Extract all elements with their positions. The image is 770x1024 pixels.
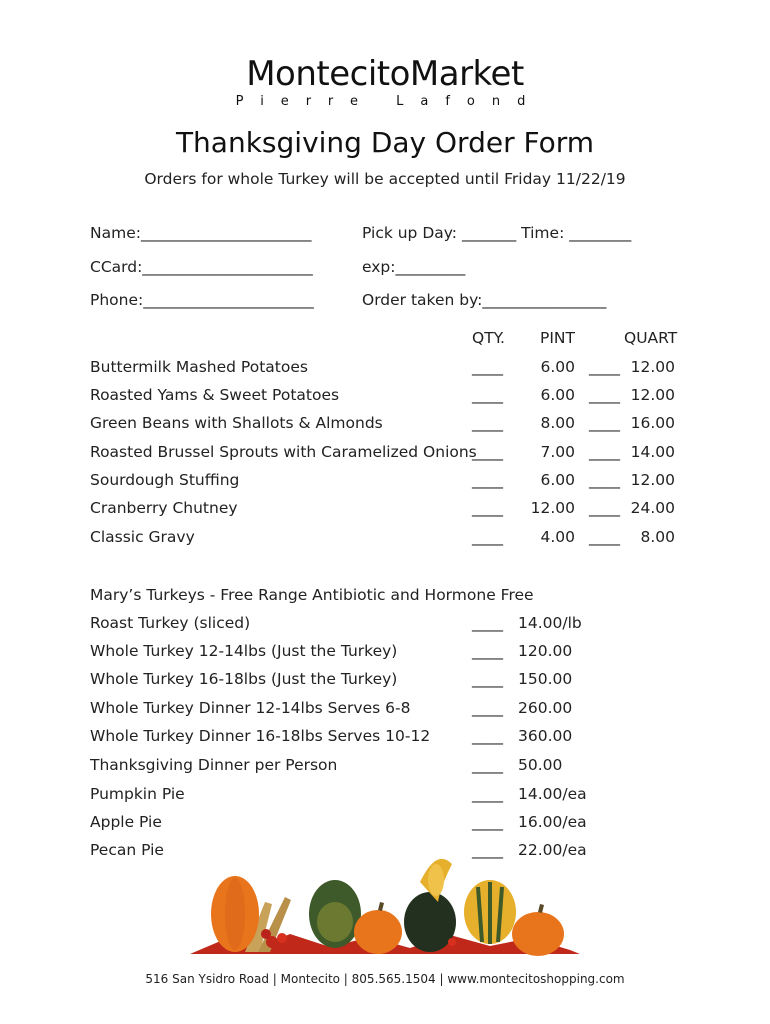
side-item-name: Cranberry Chutney (90, 499, 238, 517)
turkey-item-name: Whole Turkey 12-14lbs (Just the Turkey) (90, 642, 398, 660)
phone-field[interactable]: Phone:______________________ (90, 291, 314, 309)
side-item-qty[interactable]: ____ (472, 386, 503, 404)
side-item-name: Buttermilk Mashed Potatoes (90, 358, 308, 376)
turkey-item-qty[interactable]: ____ (472, 756, 503, 774)
side-item-quart-blank[interactable]: ____ (589, 358, 620, 376)
turkey-item-qty[interactable]: ____ (472, 727, 503, 745)
side-item-pint-price: 6.00 (540, 358, 575, 376)
turkey-item-name: Roast Turkey (sliced) (90, 614, 251, 632)
side-item-quart-price: 12.00 (630, 358, 675, 376)
side-item-quart-blank[interactable]: ____ (589, 499, 620, 517)
side-item-name: Classic Gravy (90, 528, 195, 546)
turkey-item-qty[interactable]: ____ (472, 670, 503, 688)
turkey-item-qty[interactable]: ____ (472, 699, 503, 717)
column-header-quart: QUART (624, 329, 678, 347)
side-item-quart-price: 24.00 (630, 499, 675, 517)
turkey-item-name: Pecan Pie (90, 841, 164, 859)
side-item-pint-price: 8.00 (540, 414, 575, 432)
turkey-item-price: 14.00/ea (518, 785, 587, 803)
turkey-item-price: 120.00 (518, 642, 573, 660)
page-subtitle: Orders for whole Turkey will be accepted until Friday 11/22/19 (144, 170, 626, 188)
pickup-field[interactable]: Pick up Day: _______ Time: ________ (362, 224, 632, 242)
side-item-qty[interactable]: ____ (472, 528, 503, 546)
side-item-quart-price: 12.00 (630, 471, 675, 489)
side-item-pint-price: 6.00 (540, 386, 575, 404)
page-title: Thanksgiving Day Order Form (175, 126, 595, 159)
side-item-name: Roasted Brussel Sprouts with Caramelized Onions (90, 443, 477, 461)
side-item-quart-price: 8.00 (640, 528, 675, 546)
side-item-pint-price: 4.00 (540, 528, 575, 546)
turkey-item-name: Thanksgiving Dinner per Person (90, 756, 338, 774)
turkey-item-qty[interactable]: ____ (472, 614, 503, 632)
logo-sub: Pierre Lafond (235, 94, 543, 109)
order-taken-field[interactable]: Order taken by:________________ (362, 291, 607, 309)
turkey-item-qty[interactable]: ____ (472, 785, 503, 803)
turkey-item-name: Whole Turkey Dinner 16-18lbs Serves 10-12 (90, 727, 431, 745)
side-item-quart-price: 12.00 (630, 386, 675, 404)
side-item-qty[interactable]: ____ (472, 499, 503, 517)
side-item-pint-price: 12.00 (530, 499, 575, 517)
turkey-item-qty[interactable]: ____ (472, 841, 503, 859)
column-header-pint: PINT (540, 329, 575, 347)
side-item-quart-blank[interactable]: ____ (589, 443, 620, 461)
side-item-qty[interactable]: ____ (472, 414, 503, 432)
turkey-item-price: 50.00 (518, 756, 563, 774)
side-item-name: Sourdough Stuffing (90, 471, 240, 489)
ccard-field[interactable]: CCard:______________________ (90, 258, 313, 276)
turkey-heading: Mary’s Turkeys - Free Range Antibiotic and Hormone Free (90, 586, 534, 604)
turkey-item-price: 360.00 (518, 727, 573, 745)
harvest-decoration-image (190, 842, 580, 962)
side-item-name: Green Beans with Shallots & Almonds (90, 414, 383, 432)
side-item-pint-price: 7.00 (540, 443, 575, 461)
name-field[interactable]: Name:______________________ (90, 224, 312, 242)
footer-address: 516 San Ysidro Road | Montecito | 805.565.1504 | www.montecitoshopping.com (145, 972, 625, 986)
column-header-qty: QTY. (472, 329, 505, 347)
turkey-item-name: Apple Pie (90, 813, 162, 831)
side-item-quart-blank[interactable]: ____ (589, 528, 620, 546)
side-item-quart-blank[interactable]: ____ (589, 471, 620, 489)
side-item-quart-price: 16.00 (630, 414, 675, 432)
turkey-item-name: Whole Turkey Dinner 12-14lbs Serves 6-8 (90, 699, 411, 717)
side-item-quart-blank[interactable]: ____ (589, 414, 620, 432)
turkey-item-price: 14.00/lb (518, 614, 582, 632)
side-item-qty[interactable]: ____ (472, 471, 503, 489)
turkey-item-price: 16.00/ea (518, 813, 587, 831)
logo-main: MontecitoMarket (246, 54, 524, 94)
side-item-pint-price: 6.00 (540, 471, 575, 489)
turkey-item-price: 260.00 (518, 699, 573, 717)
side-item-name: Roasted Yams & Sweet Potatoes (90, 386, 340, 404)
turkey-item-name: Pumpkin Pie (90, 785, 185, 803)
turkey-item-price: 150.00 (518, 670, 573, 688)
turkey-item-qty[interactable]: ____ (472, 813, 503, 831)
turkey-item-name: Whole Turkey 16-18lbs (Just the Turkey) (90, 670, 398, 688)
side-item-quart-price: 14.00 (630, 443, 675, 461)
side-item-qty[interactable]: ____ (472, 443, 503, 461)
turkey-item-price: 22.00/ea (518, 841, 587, 859)
side-item-qty[interactable]: ____ (472, 358, 503, 376)
side-item-quart-blank[interactable]: ____ (589, 386, 620, 404)
turkey-item-qty[interactable]: ____ (472, 642, 503, 660)
exp-field[interactable]: exp:_________ (362, 258, 466, 276)
